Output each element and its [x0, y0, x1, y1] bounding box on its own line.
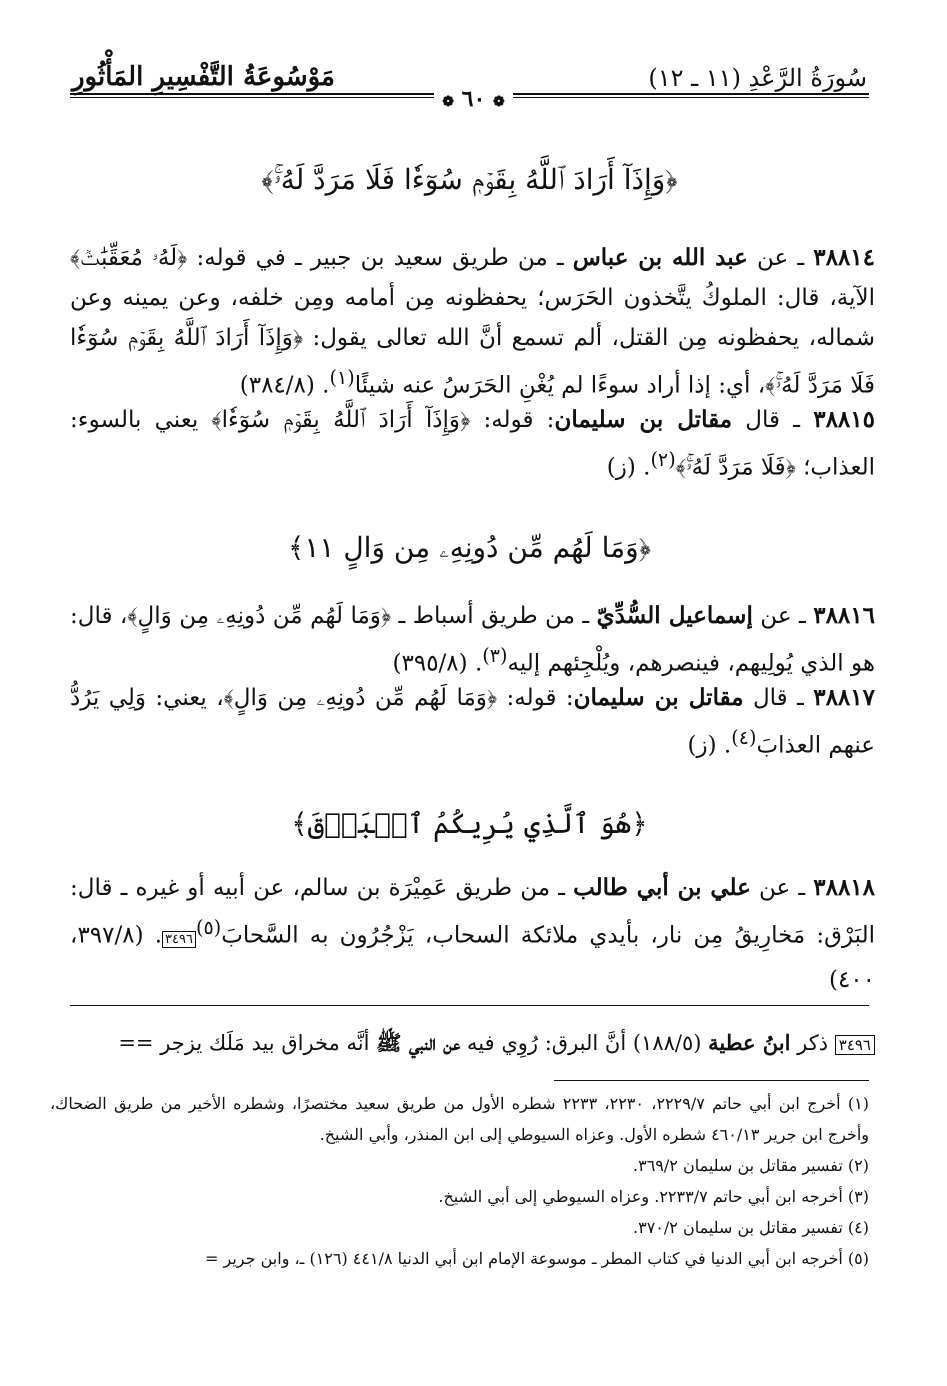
footnote-1: (١) أخرج ابن أبي حاتم ٢٢٢٩/٧، ٢٢٣٠، ٢٢٣٣ شطره الأول من طريق سعيد مختصرًا، وشطره الأخير من طريق الضحاك، وأخرج ابن جرير ٤٦٠/١٣ شطره الأول. وعزاه السيوطي إلى ابن المنذر، وأبي الشيخ.: [50, 1094, 869, 1144]
surah-title: سُورَةُ الرَّعْدِ (١١ ـ ١٢): [648, 64, 867, 92]
footnote-separator: [554, 1080, 869, 1081]
narrator-name: علي بن أبي طالب: [573, 874, 751, 901]
entry-number: ٣٨٨١٤: [813, 244, 876, 271]
verse-heading-2: ﴿وَمَا لَهُم مِّن دُونِهِۦ مِن وَالٍ ١١﴾: [287, 531, 652, 564]
entry-38818: ٣٨٨١٨ ـ عن علي بن أبي طالب ـ من طريق عَمِيْرَة بن سالم، عن أبيه أو غيره ـ قال: البَرْق: مَخارِيقُ مِن نار، بأيدي ملائكة السحاب، يَزْجُرُون به السَّحابَ$^{(٥)}$٣٤٩٦. (٣٩٧/٨، ٤٠٠): [70, 874, 876, 993]
entry-38815: ٣٨٨١٥ ـ قال مقاتل بن سليمان: قوله: ﴿وَإِذَآ أَرَادَ ٱللَّهُ بِقَوۡمٖ سُوٓءٗا﴾ يعني بالسوء: العذاب؛ ﴿فَلَا مَرَدَّ لَهُۥۚ﴾$^{(٢)}$. (ز): [70, 406, 875, 481]
commentary-note: ٣٤٩٦ ذكر ابنُ عطية (١٨٨/٥) أنَّ البرق: رُوِي فيه عن النبي ﷺ أنَّه مخراق بيد مَلَك يزجر ==: [50, 1026, 875, 1062]
entry-number: ٣٨٨١٨: [813, 874, 876, 901]
narrator-name: إسماعيل السُّدِّيّ: [596, 602, 753, 629]
commentary-box-ref: ٣٤٩٦: [162, 931, 196, 948]
footnotes: [50, 1088, 869, 1274]
page-number-wrap: [0, 86, 947, 112]
commentary-box-number: ٣٤٩٦: [835, 1035, 875, 1055]
ornament-icon: ❁: [442, 94, 454, 110]
page-number: ❁ ٦٠ ❁: [434, 86, 512, 112]
footnote-ref: (٣): [482, 644, 508, 667]
entry-number: ٣٨٨١٦: [813, 602, 875, 629]
ornament-icon: ❁: [492, 94, 505, 110]
footnote-ref: (١): [329, 366, 355, 389]
footnote-3: (٣) أخرجه ابن أبي حاتم ٢٢٣٣/٧. وعزاه السيوطي إلى أبي الشيخ.: [438, 1187, 869, 1206]
entry-number: ٣٨٨١٧: [813, 684, 875, 711]
narrator-name: مقاتل بن سليمان: [554, 406, 733, 433]
entry-38816: ٣٨٨١٦ ـ عن إسماعيل السُّدِّيّ ـ من طريق أسباط ـ ﴿وَمَا لَهُم مِّن دُونِهِۦ مِن وَالٍ﴾، قال: هو الذي يُولِيهم، فينصرهم، ويُلْجِئهم إليه$^{(٣)}$. (٣٩٥/٨): [70, 602, 875, 677]
entry-38814: ٣٨٨١٤ ـ عن عبد الله بن عباس ـ من طريق سعيد بن جبير ـ في قوله: ﴿لَهُۥ مُعَقِّبَٰتٞ﴾ الآية، قال: الملوكُ يتَّخذون الحَرَس؛ يحفظونه مِن أمامه ومِن خلفه، وعن يمينه وعن شماله، يحفظونه مِن القتل، ألم تسمع أنَّ الله تعالى يقول: ﴿وَإِذَآ أَرَادَ ٱللَّهُ بِقَوۡمٖ سُوٓءٗا فَلَا مَرَدَّ لَهُۥۚ﴾، أي: إذا أراد سوءًا لم يُغْنِ الحَرَسُ عنه شيئًا$^{(١)}$. (٣٨٤/٨): [70, 244, 876, 399]
footnote-4: (٤) تفسير مقاتل بن سليمان ٣٧٠/٢.: [633, 1218, 869, 1237]
footnote-ref: (٤): [731, 726, 757, 749]
book-title: مَوْسُوعَةُ التَّفْسِيرِ المَأْثُورِ: [72, 62, 335, 92]
entry-number: ٣٨٨١٥: [813, 406, 875, 433]
footnote-5: (٥) أخرجه ابن أبي الدنيا في كتاب المطر ـ موسوعة الإمام ابن أبي الدنيا ٤٤١/٨ (١٢٦) ـ، وابن جرير =: [205, 1249, 869, 1268]
narrator-name: عبد الله بن عباس: [572, 244, 748, 271]
note-separator: [70, 1005, 869, 1006]
footnote-ref: (٥): [195, 916, 222, 939]
verse-heading-3: ﴿هُوَ ٱلَّذِي يُرِيكُمُ ٱلۡبَرۡقَ﴾: [291, 807, 648, 840]
footnote-ref: (٢): [650, 448, 676, 471]
narrator-name: مقاتل بن سليمان: [573, 684, 744, 711]
entry-38817: ٣٨٨١٧ ـ قال مقاتل بن سليمان: قوله: ﴿وَمَا لَهُم مِّن دُونِهِۦ مِن وَالٍ﴾، يعني: وَلِي يَرُدُّ عنهم العذابَ$^{(٤)}$. (ز): [70, 684, 875, 759]
verse-heading-1: ﴿وَإِذَآ أَرَادَ ٱللَّهُ بِقَوۡمٖ سُوٓءٗا فَلَا مَرَدَّ لَهُۥۚ﴾: [261, 163, 678, 196]
footnote-2: (٢) تفسير مقاتل بن سليمان ٣٦٩/٢.: [633, 1156, 869, 1175]
